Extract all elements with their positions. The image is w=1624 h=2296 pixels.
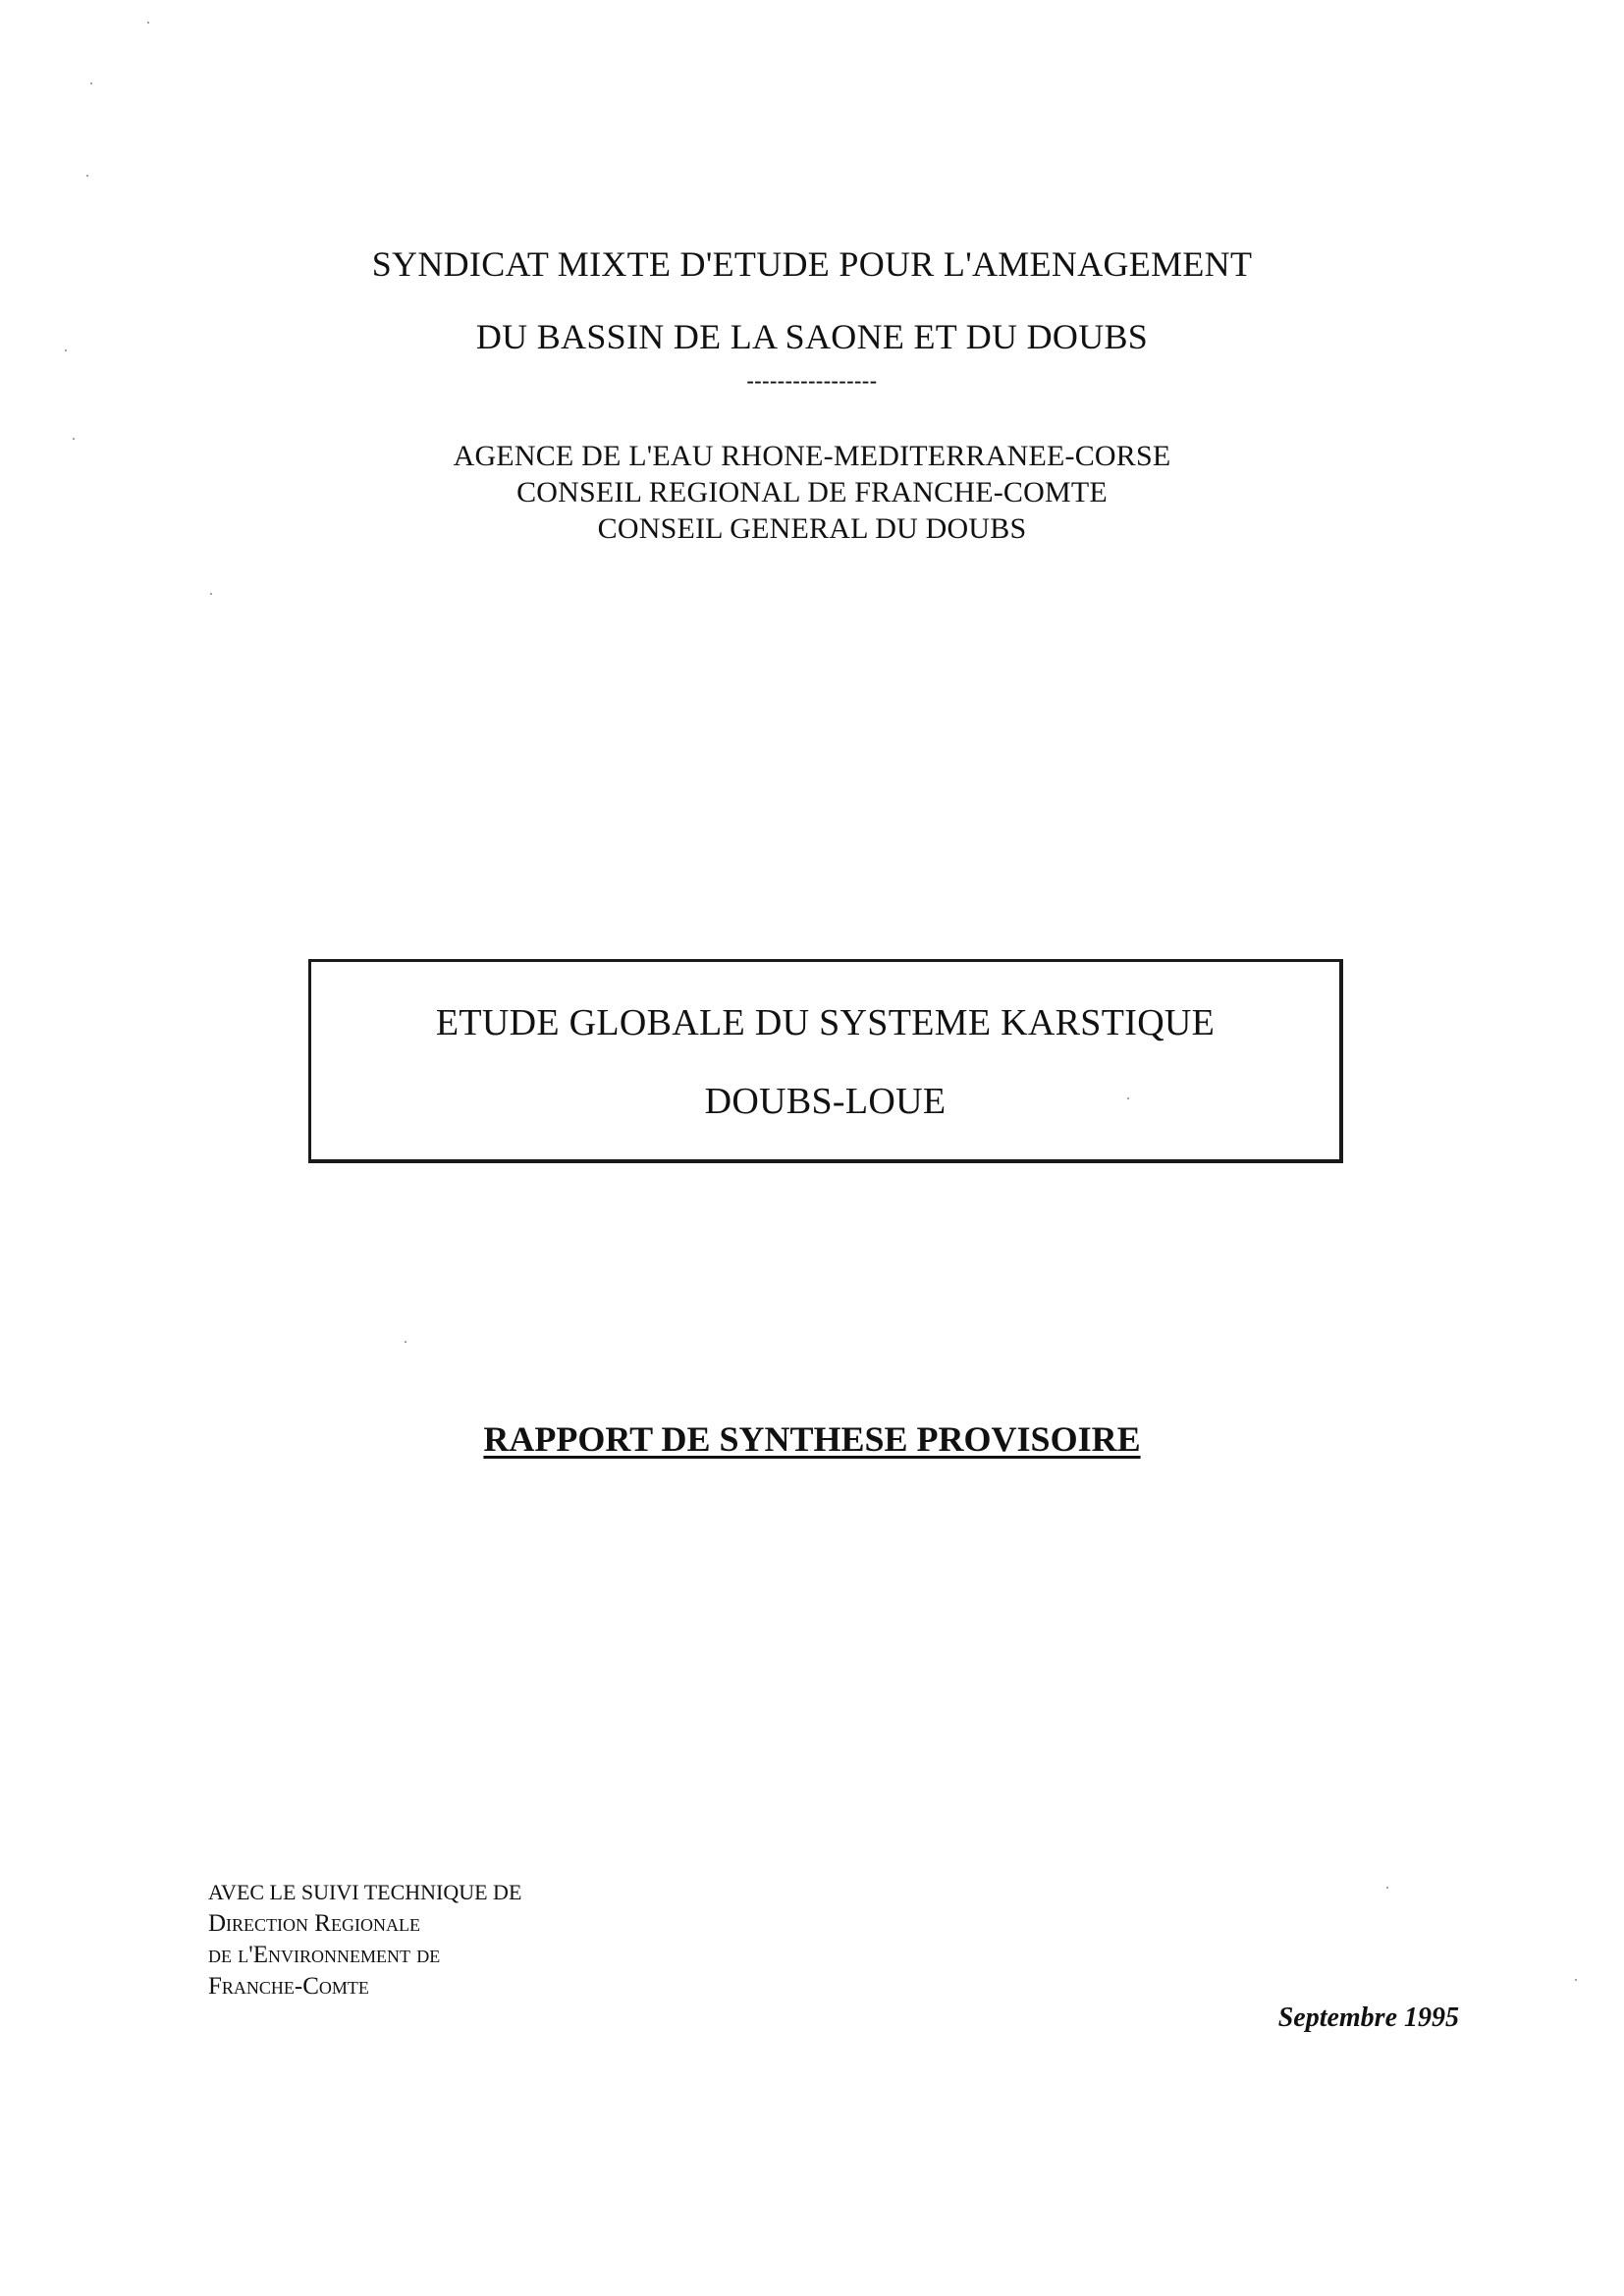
study-title-line-2: DOUBS-LOUE — [704, 1081, 947, 1122]
header-separator: ----------------- — [746, 368, 878, 393]
scan-speck — [210, 593, 212, 595]
supervision-line-1: AVEC LE SUIVI TECHNIQUE DE — [208, 1880, 522, 1904]
header-title-line-1: SYNDICAT MIXTE D'ETUDE POUR L'AMENAGEMENT — [371, 244, 1253, 284]
supervision-line-4: Franche-Comte — [208, 1973, 369, 2000]
scan-speck — [86, 175, 88, 177]
agency-line-1: AGENCE DE L'EAU RHONE-MEDITERRANEE-CORSE — [453, 440, 1171, 472]
header-title-line-2: DU BASSIN DE LA SAONE ET DU DOUBS — [475, 317, 1149, 356]
scan-speck — [147, 22, 149, 24]
supervision-line-2: Direction Regionale — [208, 1910, 420, 1937]
document-date: Septembre 1995 — [1277, 2002, 1459, 2033]
scan-speck — [73, 438, 75, 440]
scan-speck — [405, 1341, 406, 1343]
supervision-block — [208, 1877, 521, 2002]
scan-speck — [1575, 1979, 1577, 1981]
agency-line-2: CONSEIL REGIONAL DE FRANCHE-COMTE — [516, 476, 1108, 508]
agency-line-3: CONSEIL GENERAL DU DOUBS — [597, 512, 1027, 545]
scan-speck — [90, 82, 92, 84]
scan-speck — [1127, 1097, 1129, 1099]
report-title: RAPPORT DE SYNTHESE PROVISOIRE — [483, 1419, 1141, 1459]
scan-speck — [65, 349, 67, 351]
study-title-line-1: ETUDE GLOBALE DU SYSTEME KARSTIQUE — [435, 1002, 1216, 1043]
study-title-box — [308, 959, 1343, 1163]
scan-speck — [1386, 1887, 1388, 1889]
supervision-line-3: de l'Environnement de — [208, 1942, 441, 1968]
